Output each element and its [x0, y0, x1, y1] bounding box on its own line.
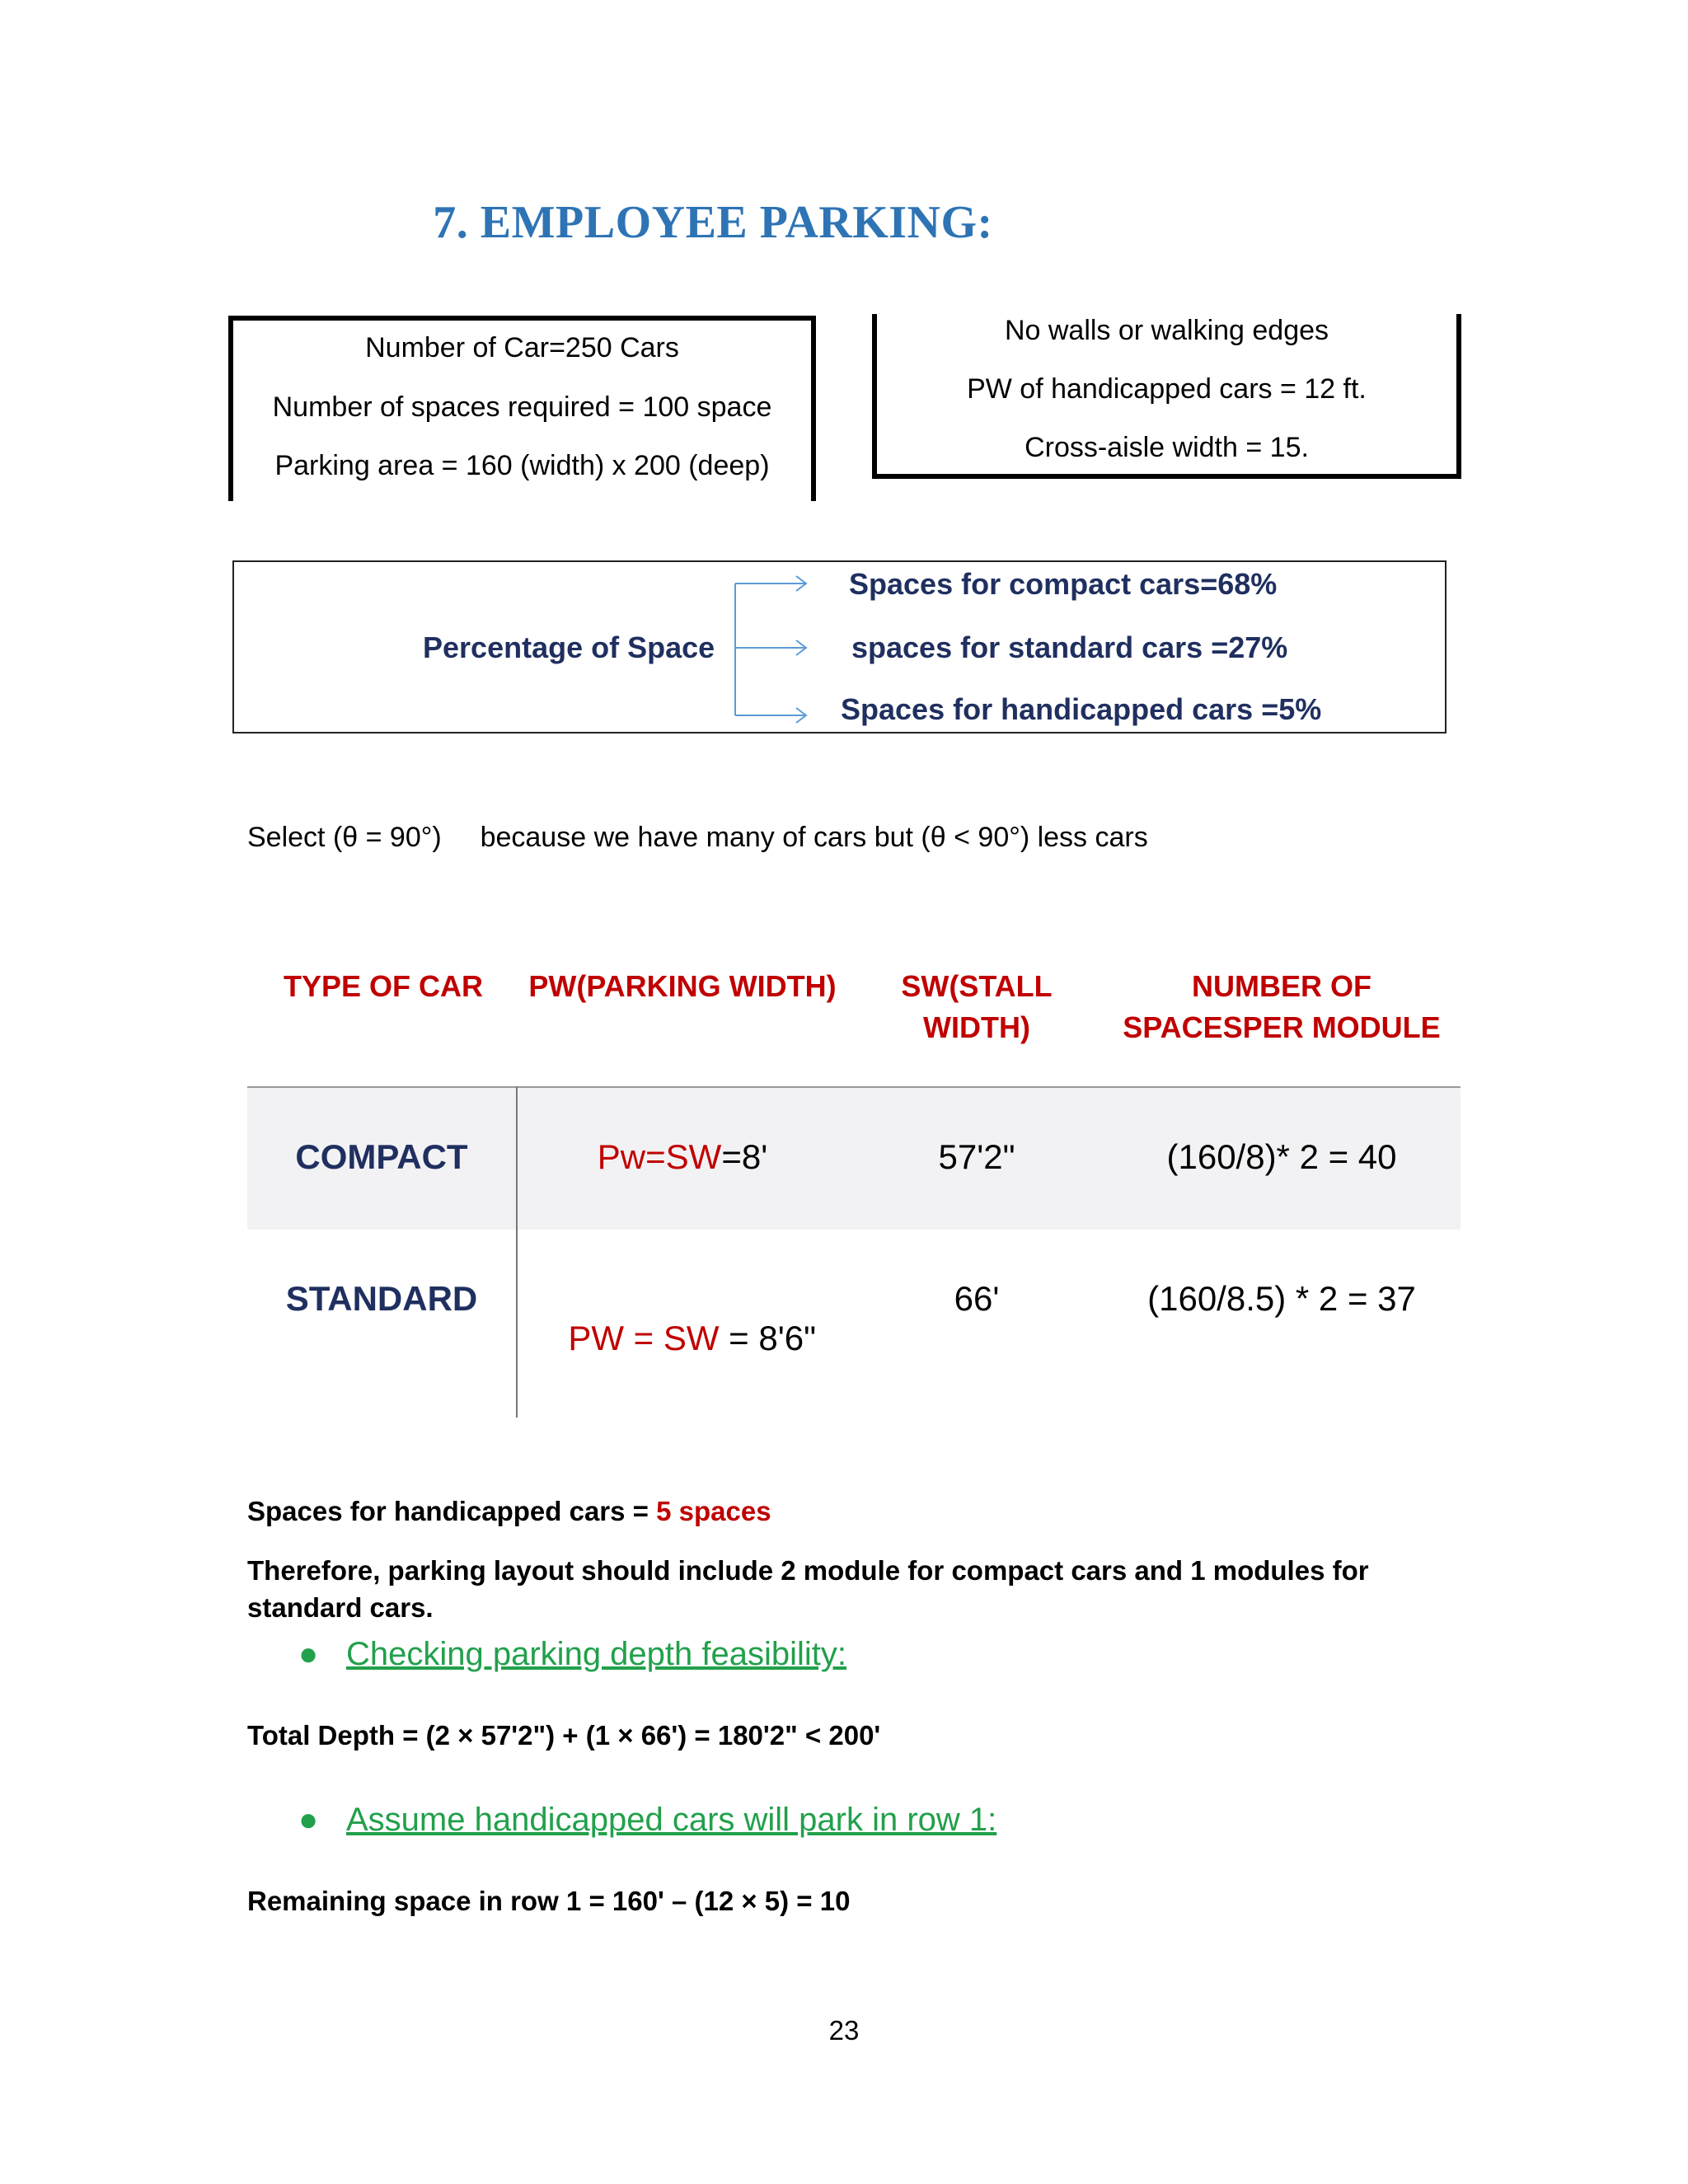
remaining-space-text: Remaining space in row 1 = 160' – (12 × 5) = 10 — [247, 1886, 851, 1916]
box-line-pw: PW of handicapped cars = 12 ft. — [967, 373, 1367, 405]
compact-pw-value: =8' — [721, 1137, 768, 1176]
table-column-divider — [516, 1086, 518, 1418]
therefore-line-2: standard cars. — [247, 1592, 434, 1623]
total-depth-text: Total Depth = (2 × 57'2") + (1 × 66') = 180'2" < 200' — [247, 1720, 881, 1750]
table-header-divider — [247, 1086, 1461, 1088]
angle-selection-part2: because we have many of cars but (θ < 90°) less cars — [480, 822, 1148, 853]
standard-pw-value: = 8'6" — [719, 1319, 817, 1357]
header-stall-width — [857, 966, 1096, 1048]
pct-item-handicapped: Spaces for handicapped cars =5% — [841, 692, 1322, 726]
table-row-compact-pw — [518, 1137, 847, 1177]
page-number: 23 — [828, 2015, 860, 2046]
parking-info-box — [228, 316, 816, 501]
header-type-of-car-text: TYPE OF CAR — [283, 969, 483, 1003]
header-stall-width-line2: WIDTH) — [923, 1010, 1030, 1044]
header-spaces-per-module — [1104, 966, 1459, 1048]
standard-pw-equation: PW = SW — [568, 1319, 720, 1357]
header-type-of-car — [272, 966, 495, 1007]
pct-item-compact: Spaces for compact cars=68% — [849, 567, 1278, 601]
table-row-standard-type: STANDARD — [285, 1279, 478, 1318]
box-line-walls: No walls or walking edges — [1004, 315, 1329, 346]
bullet-dot-icon: ● — [298, 1802, 319, 1838]
compact-pw-equation: Pw=SW — [597, 1137, 722, 1176]
table-row-standard-spaces: (160/8.5) * 2 = 37 — [1147, 1279, 1416, 1318]
bullet-handicapped-row: Assume handicapped cars will park in row 1: — [346, 1802, 997, 1838]
table-row-standard-sw: 66' — [954, 1279, 1000, 1318]
bullet-depth-feasibility: Checking parking depth feasibility: — [346, 1636, 847, 1672]
percentage-label: Percentage of Space — [423, 630, 715, 664]
table-row-compact-sw: 57'2" — [938, 1137, 1015, 1176]
pct-item-standard: spaces for standard cars =27% — [851, 630, 1288, 664]
therefore-line-1: Therefore, parking layout should include 2 module for compact cars and 1 modules for — [247, 1555, 1369, 1586]
table-row-compact-type: COMPACT — [295, 1137, 468, 1176]
handicapped-spaces-text — [247, 1496, 771, 1527]
angle-selection-text — [247, 822, 1148, 854]
page-title: 7. EMPLOYEE PARKING: — [433, 197, 993, 248]
header-parking-width — [518, 966, 847, 1007]
handicapped-spaces-value: 5 spaces — [656, 1496, 771, 1526]
table-row-standard-pw — [518, 1279, 847, 1358]
box-line-cars: Number of Car=250 Cars — [365, 332, 679, 363]
header-spaces-per-module-line2: SPACESPER MODULE — [1123, 1010, 1441, 1044]
branch-arrows — [725, 569, 816, 729]
bullet-dot-icon: ● — [298, 1636, 319, 1672]
box-line-spaces: Number of spaces required = 100 space — [272, 391, 772, 423]
table-row-compact-spaces: (160/8)* 2 = 40 — [1166, 1137, 1397, 1176]
header-stall-width-line1: SW(STALL — [901, 969, 1053, 1003]
box-line-area: Parking area = 160 (width) x 200 (deep) — [274, 450, 770, 481]
constraints-box — [872, 314, 1461, 479]
angle-selection-part1: Select (θ = 90°) — [247, 822, 442, 853]
box-line-cross-aisle: Cross-aisle width = 15. — [1025, 432, 1309, 463]
header-spaces-per-module-line1: NUMBER OF — [1192, 969, 1372, 1003]
handicapped-spaces-label: Spaces for handicapped cars = — [247, 1496, 657, 1526]
header-parking-width-text: PW(PARKING WIDTH) — [528, 969, 837, 1003]
